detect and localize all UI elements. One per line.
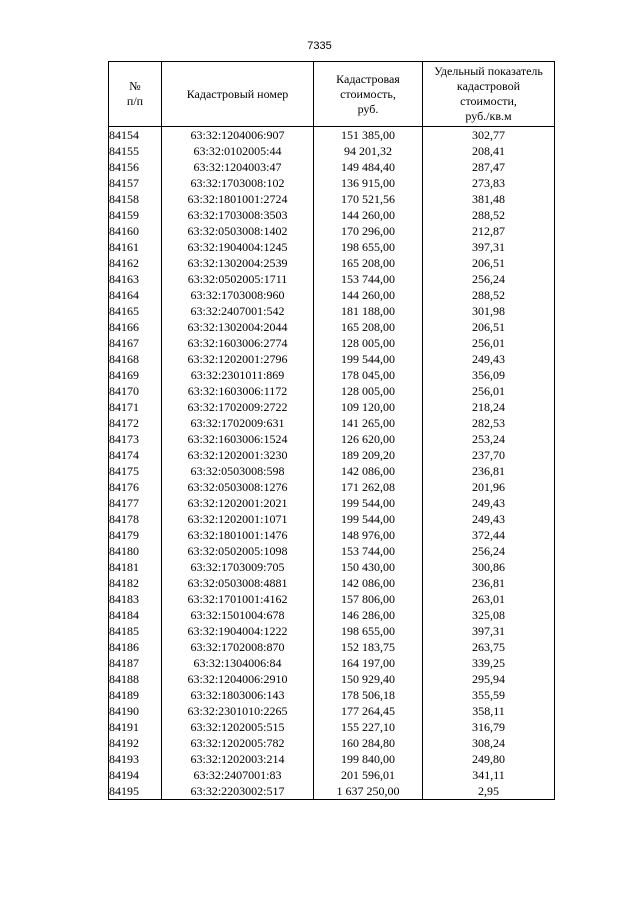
cadastral-value-cell: 170 296,00 <box>314 223 423 239</box>
row-number-cell: 84188 <box>109 671 162 687</box>
cadastral-number-cell: 63:32:1202003:214 <box>162 751 314 767</box>
cadastral-value-cell: 189 209,20 <box>314 447 423 463</box>
row-number-cell: 84180 <box>109 543 162 559</box>
row-number-cell: 84155 <box>109 143 162 159</box>
specific-indicator-cell: 249,80 <box>423 751 555 767</box>
table-row <box>109 511 555 527</box>
cadastral-number-cell: 63:32:1603006:1172 <box>162 383 314 399</box>
row-number-cell: 84192 <box>109 735 162 751</box>
table-row <box>109 223 555 239</box>
cadastral-value-cell: 155 227,10 <box>314 719 423 735</box>
cadastral-value-cell: 178 045,00 <box>314 367 423 383</box>
cadastral-number-cell: 63:32:2407001:83 <box>162 767 314 783</box>
table-row <box>109 367 555 383</box>
row-number-cell: 84163 <box>109 271 162 287</box>
table-row <box>109 399 555 415</box>
table-row <box>109 335 555 351</box>
row-number-cell: 84176 <box>109 479 162 495</box>
cadastral-value-cell: 150 430,00 <box>314 559 423 575</box>
table-row <box>109 623 555 639</box>
table-row <box>109 207 555 223</box>
cadastral-value-cell: 170 521,56 <box>314 191 423 207</box>
cadastral-number-cell: 63:32:0503008:4881 <box>162 575 314 591</box>
specific-indicator-cell: 249,43 <box>423 511 555 527</box>
header-cadastral-number: Кадастровый номер <box>162 62 314 127</box>
specific-indicator-cell: 381,48 <box>423 191 555 207</box>
row-number-cell: 84179 <box>109 527 162 543</box>
cadastral-value-cell: 94 201,32 <box>314 143 423 159</box>
cadastral-number-cell: 63:32:1202005:515 <box>162 719 314 735</box>
row-number-cell: 84156 <box>109 159 162 175</box>
cadastral-number-cell: 63:32:1302004:2539 <box>162 255 314 271</box>
cadastral-value-cell: 109 120,00 <box>314 399 423 415</box>
table-row <box>109 559 555 575</box>
specific-indicator-cell: 358,11 <box>423 703 555 719</box>
specific-indicator-cell: 397,31 <box>423 239 555 255</box>
row-number-cell: 84186 <box>109 639 162 655</box>
row-number-cell: 84190 <box>109 703 162 719</box>
table-row <box>109 655 555 671</box>
cadastral-number-cell: 63:32:1202001:2021 <box>162 495 314 511</box>
specific-indicator-cell: 341,11 <box>423 767 555 783</box>
cadastral-value-cell: 199 544,00 <box>314 495 423 511</box>
specific-indicator-cell: 288,52 <box>423 207 555 223</box>
row-number-cell: 84160 <box>109 223 162 239</box>
specific-indicator-cell: 302,77 <box>423 127 555 144</box>
cadastral-number-cell: 63:32:0503008:1276 <box>162 479 314 495</box>
table-row <box>109 239 555 255</box>
row-number-cell: 84181 <box>109 559 162 575</box>
specific-indicator-cell: 325,08 <box>423 607 555 623</box>
cadastral-number-cell: 63:32:1702009:2722 <box>162 399 314 415</box>
table-row <box>109 271 555 287</box>
table-row <box>109 287 555 303</box>
table-row <box>109 703 555 719</box>
specific-indicator-cell: 282,53 <box>423 415 555 431</box>
cadastral-value-cell: 164 197,00 <box>314 655 423 671</box>
cadastral-number-cell: 63:32:1603006:2774 <box>162 335 314 351</box>
row-number-cell: 84168 <box>109 351 162 367</box>
header-row-number: № п/п <box>109 62 162 127</box>
table-row <box>109 767 555 783</box>
table-row <box>109 159 555 175</box>
row-number-cell: 84157 <box>109 175 162 191</box>
specific-indicator-cell: 372,44 <box>423 527 555 543</box>
specific-indicator-cell: 236,81 <box>423 575 555 591</box>
specific-indicator-cell: 237,70 <box>423 447 555 463</box>
row-number-cell: 84162 <box>109 255 162 271</box>
specific-indicator-cell: 212,87 <box>423 223 555 239</box>
table-row <box>109 351 555 367</box>
row-number-cell: 84183 <box>109 591 162 607</box>
row-number-cell: 84154 <box>109 127 162 144</box>
cadastral-number-cell: 63:32:1204003:47 <box>162 159 314 175</box>
row-number-cell: 84175 <box>109 463 162 479</box>
table-row <box>109 527 555 543</box>
table-row <box>109 687 555 703</box>
table-row <box>109 463 555 479</box>
table-row <box>109 543 555 559</box>
row-number-cell: 84173 <box>109 431 162 447</box>
row-number-cell: 84167 <box>109 335 162 351</box>
cadastral-number-cell: 63:32:1501004:678 <box>162 607 314 623</box>
cadastral-value-cell: 199 840,00 <box>314 751 423 767</box>
cadastral-number-cell: 63:32:2301010:2265 <box>162 703 314 719</box>
cadastral-value-cell: 201 596,01 <box>314 767 423 783</box>
row-number-cell: 84193 <box>109 751 162 767</box>
cadastral-number-cell: 63:32:1803006:143 <box>162 687 314 703</box>
table-row <box>109 607 555 623</box>
specific-indicator-cell: 356,09 <box>423 367 555 383</box>
specific-indicator-cell: 218,24 <box>423 399 555 415</box>
cadastral-number-cell: 63:32:0503008:1402 <box>162 223 314 239</box>
cadastral-value-cell: 126 620,00 <box>314 431 423 447</box>
table-row <box>109 431 555 447</box>
specific-indicator-cell: 301,98 <box>423 303 555 319</box>
specific-indicator-cell: 273,83 <box>423 175 555 191</box>
cadastral-value-cell: 142 086,00 <box>314 463 423 479</box>
header-specific-indicator: Удельный показатель кадастровой стоимости, руб./кв.м <box>423 62 555 127</box>
cadastral-number-cell: 63:32:1302004:2044 <box>162 319 314 335</box>
specific-indicator-cell: 256,24 <box>423 543 555 559</box>
cadastral-value-cell: 160 284,80 <box>314 735 423 751</box>
cadastral-number-cell: 63:32:1904004:1245 <box>162 239 314 255</box>
specific-indicator-cell: 2,95 <box>423 783 555 800</box>
cadastral-number-cell: 63:32:1204006:2910 <box>162 671 314 687</box>
cadastral-number-cell: 63:32:1202005:782 <box>162 735 314 751</box>
cadastral-number-cell: 63:32:1202001:3230 <box>162 447 314 463</box>
specific-indicator-cell: 263,75 <box>423 639 555 655</box>
cadastral-number-cell: 63:32:1703008:102 <box>162 175 314 191</box>
row-number-cell: 84194 <box>109 767 162 783</box>
cadastral-value-cell: 146 286,00 <box>314 607 423 623</box>
specific-indicator-cell: 339,25 <box>423 655 555 671</box>
table-row <box>109 383 555 399</box>
cadastral-number-cell: 63:32:1904004:1222 <box>162 623 314 639</box>
table-row <box>109 735 555 751</box>
specific-indicator-cell: 355,59 <box>423 687 555 703</box>
row-number-cell: 84172 <box>109 415 162 431</box>
table-row <box>109 719 555 735</box>
row-number-cell: 84187 <box>109 655 162 671</box>
cadastral-number-cell: 63:32:1202001:2796 <box>162 351 314 367</box>
cadastral-value-cell: 151 385,00 <box>314 127 423 144</box>
cadastral-number-cell: 63:32:1702009:631 <box>162 415 314 431</box>
specific-indicator-cell: 316,79 <box>423 719 555 735</box>
table-row <box>109 639 555 655</box>
specific-indicator-cell: 308,24 <box>423 735 555 751</box>
cadastral-number-cell: 63:32:0503008:598 <box>162 463 314 479</box>
specific-indicator-cell: 206,51 <box>423 319 555 335</box>
row-number-cell: 84171 <box>109 399 162 415</box>
cadastral-value-cell: 128 005,00 <box>314 383 423 399</box>
cadastral-number-cell: 63:32:1703008:3503 <box>162 207 314 223</box>
cadastral-value-cell: 153 744,00 <box>314 271 423 287</box>
specific-indicator-cell: 256,24 <box>423 271 555 287</box>
specific-indicator-cell: 288,52 <box>423 287 555 303</box>
cadastral-number-cell: 63:32:0502005:1098 <box>162 543 314 559</box>
cadastral-number-cell: 63:32:2203002:517 <box>162 783 314 800</box>
cadastral-number-cell: 63:32:1703009:705 <box>162 559 314 575</box>
table-row <box>109 255 555 271</box>
cadastral-value-cell: 142 086,00 <box>314 575 423 591</box>
page-number: 7335 <box>307 40 332 52</box>
table-row <box>109 479 555 495</box>
table-row <box>109 303 555 319</box>
row-number-cell: 84161 <box>109 239 162 255</box>
table-body <box>109 127 555 800</box>
row-number-cell: 84184 <box>109 607 162 623</box>
row-number-cell: 84158 <box>109 191 162 207</box>
table-row <box>109 191 555 207</box>
cadastral-value-cell: 157 806,00 <box>314 591 423 607</box>
specific-indicator-cell: 249,43 <box>423 351 555 367</box>
header-cadastral-value: Кадастровая стоимость, руб. <box>314 62 423 127</box>
cadastral-number-cell: 63:32:1304006:84 <box>162 655 314 671</box>
cadastral-number-cell: 63:32:1603006:1524 <box>162 431 314 447</box>
row-number-cell: 84169 <box>109 367 162 383</box>
row-number-cell: 84170 <box>109 383 162 399</box>
table-row <box>109 175 555 191</box>
table-row <box>109 575 555 591</box>
row-number-cell: 84159 <box>109 207 162 223</box>
cadastral-value-cell: 198 655,00 <box>314 239 423 255</box>
table-row <box>109 751 555 767</box>
cadastral-value-cell: 199 544,00 <box>314 511 423 527</box>
row-number-cell: 84165 <box>109 303 162 319</box>
row-number-cell: 84182 <box>109 575 162 591</box>
specific-indicator-cell: 263,01 <box>423 591 555 607</box>
cadastral-number-cell: 63:32:2301011:869 <box>162 367 314 383</box>
table-row <box>109 127 555 144</box>
cadastral-number-cell: 63:32:1202001:1071 <box>162 511 314 527</box>
table-row <box>109 671 555 687</box>
specific-indicator-cell: 287,47 <box>423 159 555 175</box>
table-row <box>109 495 555 511</box>
table-row <box>109 415 555 431</box>
cadastral-value-table <box>108 61 555 800</box>
row-number-cell: 84178 <box>109 511 162 527</box>
specific-indicator-cell: 201,96 <box>423 479 555 495</box>
cadastral-value-cell: 199 544,00 <box>314 351 423 367</box>
cadastral-number-cell: 63:32:1701001:4162 <box>162 591 314 607</box>
specific-indicator-cell: 397,31 <box>423 623 555 639</box>
specific-indicator-cell: 249,43 <box>423 495 555 511</box>
specific-indicator-cell: 256,01 <box>423 335 555 351</box>
table-row <box>109 447 555 463</box>
cadastral-value-cell: 128 005,00 <box>314 335 423 351</box>
cadastral-value-cell: 171 262,08 <box>314 479 423 495</box>
cadastral-value-cell: 178 506,18 <box>314 687 423 703</box>
table-row <box>109 143 555 159</box>
table-row <box>109 783 555 800</box>
row-number-cell: 84195 <box>109 783 162 800</box>
cadastral-value-cell: 177 264,45 <box>314 703 423 719</box>
table-row <box>109 591 555 607</box>
row-number-cell: 84185 <box>109 623 162 639</box>
specific-indicator-cell: 300,86 <box>423 559 555 575</box>
cadastral-number-cell: 63:32:0102005:44 <box>162 143 314 159</box>
row-number-cell: 84174 <box>109 447 162 463</box>
cadastral-value-cell: 152 183,75 <box>314 639 423 655</box>
row-number-cell: 84164 <box>109 287 162 303</box>
cadastral-number-cell: 63:32:1702008:870 <box>162 639 314 655</box>
cadastral-value-cell: 150 929,40 <box>314 671 423 687</box>
specific-indicator-cell: 253,24 <box>423 431 555 447</box>
row-number-cell: 84189 <box>109 687 162 703</box>
cadastral-value-cell: 148 976,00 <box>314 527 423 543</box>
specific-indicator-cell: 208,41 <box>423 143 555 159</box>
row-number-cell: 84166 <box>109 319 162 335</box>
cadastral-number-cell: 63:32:0502005:1711 <box>162 271 314 287</box>
cadastral-value-cell: 136 915,00 <box>314 175 423 191</box>
row-number-cell: 84191 <box>109 719 162 735</box>
cadastral-value-cell: 181 188,00 <box>314 303 423 319</box>
cadastral-value-cell: 141 265,00 <box>314 415 423 431</box>
specific-indicator-cell: 236,81 <box>423 463 555 479</box>
cadastral-value-cell: 144 260,00 <box>314 287 423 303</box>
specific-indicator-cell: 295,94 <box>423 671 555 687</box>
specific-indicator-cell: 256,01 <box>423 383 555 399</box>
cadastral-value-cell: 144 260,00 <box>314 207 423 223</box>
cadastral-number-cell: 63:32:1801001:1476 <box>162 527 314 543</box>
cadastral-value-cell: 149 484,40 <box>314 159 423 175</box>
table-row <box>109 319 555 335</box>
cadastral-number-cell: 63:32:1204006:907 <box>162 127 314 144</box>
row-number-cell: 84177 <box>109 495 162 511</box>
cadastral-value-cell: 165 208,00 <box>314 319 423 335</box>
cadastral-number-cell: 63:32:2407001:542 <box>162 303 314 319</box>
table-header-row <box>109 62 555 127</box>
cadastral-number-cell: 63:32:1801001:2724 <box>162 191 314 207</box>
specific-indicator-cell: 206,51 <box>423 255 555 271</box>
cadastral-value-cell: 165 208,00 <box>314 255 423 271</box>
cadastral-value-cell: 198 655,00 <box>314 623 423 639</box>
cadastral-number-cell: 63:32:1703008:960 <box>162 287 314 303</box>
cadastral-value-cell: 1 637 250,00 <box>314 783 423 800</box>
cadastral-value-cell: 153 744,00 <box>314 543 423 559</box>
